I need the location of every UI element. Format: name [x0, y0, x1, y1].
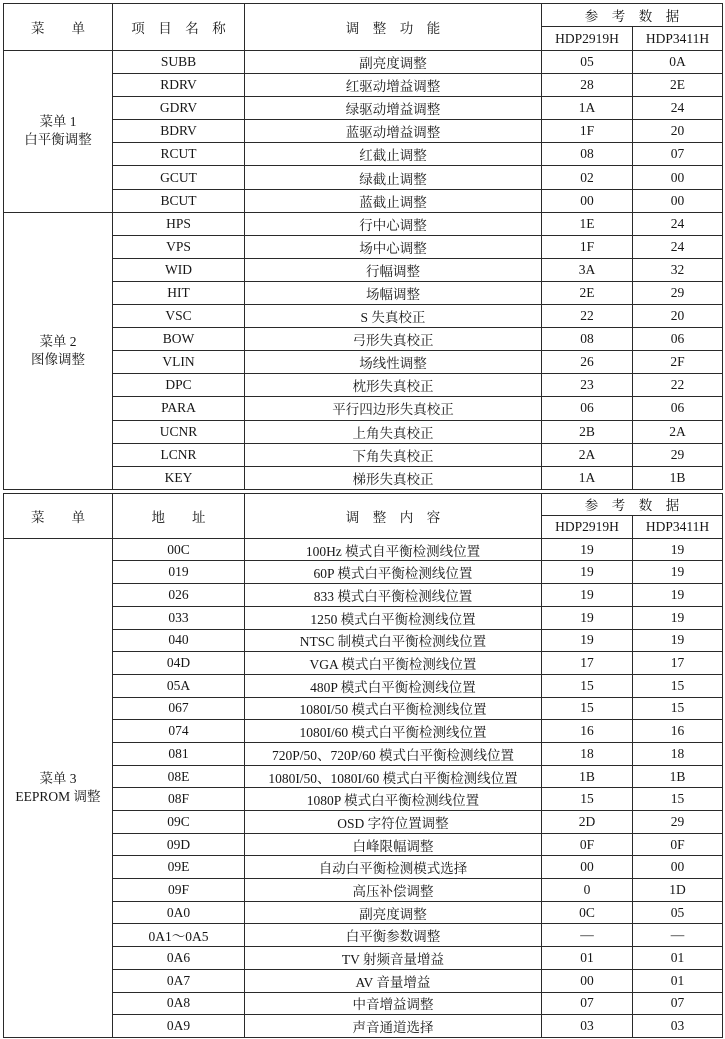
code-cell: VLIN — [113, 351, 245, 374]
value-hdp3411h-cell: 15 — [633, 674, 723, 697]
code-cell: GDRV — [113, 97, 245, 120]
description-cell: 高压补偿调整 — [245, 879, 542, 902]
value-hdp2919h-cell: 02 — [542, 166, 633, 189]
value-hdp2919h-cell: 2A — [542, 443, 633, 466]
value-hdp2919h-cell: 19 — [542, 584, 633, 607]
description-cell: 中音增益调整 — [245, 992, 542, 1015]
code-cell: 09F — [113, 879, 245, 902]
value-hdp2919h-cell: 16 — [542, 720, 633, 743]
code-cell: RDRV — [113, 74, 245, 97]
value-hdp3411h-cell: 19 — [633, 561, 723, 584]
value-hdp2919h-cell: 0F — [542, 833, 633, 856]
code-cell: 09E — [113, 856, 245, 879]
value-hdp3411h-cell: 19 — [633, 629, 723, 652]
menu-number: 菜单 3 — [39, 770, 77, 786]
value-hdp2919h-cell: — — [542, 924, 633, 947]
header-hdp2919h: HDP2919H — [542, 515, 633, 538]
code-cell: 040 — [113, 629, 245, 652]
code-cell: BCUT — [113, 189, 245, 212]
description-cell: 梯形失真校正 — [245, 466, 542, 489]
value-hdp3411h-cell: 2A — [633, 420, 723, 443]
code-cell: 09C — [113, 811, 245, 834]
description-cell: 白峰限幅调整 — [245, 833, 542, 856]
value-hdp2919h-cell: 15 — [542, 788, 633, 811]
code-cell: HIT — [113, 281, 245, 304]
code-cell: 05A — [113, 674, 245, 697]
description-cell: TV 射频音量增益 — [245, 947, 542, 970]
code-cell: UCNR — [113, 420, 245, 443]
header-hdp2919h: HDP2919H — [542, 27, 633, 51]
description-cell: 声音通道选择 — [245, 1015, 542, 1038]
code-cell: 09D — [113, 833, 245, 856]
description-cell: 上角失真校正 — [245, 420, 542, 443]
value-hdp2919h-cell: 01 — [542, 947, 633, 970]
code-cell: DPC — [113, 374, 245, 397]
value-hdp2919h-cell: 18 — [542, 742, 633, 765]
value-hdp2919h-cell: 2E — [542, 281, 633, 304]
header-function: 调 整 功 能 — [245, 4, 542, 51]
value-hdp2919h-cell: 1A — [542, 97, 633, 120]
value-hdp2919h-cell: 28 — [542, 74, 633, 97]
value-hdp2919h-cell: 07 — [542, 992, 633, 1015]
description-cell: 白平衡参数调整 — [245, 924, 542, 947]
code-cell: RCUT — [113, 143, 245, 166]
description-cell: 红驱动增益调整 — [245, 74, 542, 97]
value-hdp2919h-cell: 0 — [542, 879, 633, 902]
description-cell: 行幅调整 — [245, 258, 542, 281]
description-cell: AV 音量增益 — [245, 969, 542, 992]
description-cell: 绿驱动增益调整 — [245, 97, 542, 120]
table-row — [4, 212, 723, 235]
code-cell: SUBB — [113, 51, 245, 74]
value-hdp3411h-cell: 00 — [633, 189, 723, 212]
value-hdp3411h-cell: 0F — [633, 833, 723, 856]
description-cell: 1080I/60 模式白平衡检测线位置 — [245, 720, 542, 743]
menu-adjustment-table — [3, 3, 723, 490]
header-content: 调 整 内 容 — [245, 493, 542, 538]
description-cell: 60P 模式白平衡检测线位置 — [245, 561, 542, 584]
value-hdp3411h-cell: 2E — [633, 74, 723, 97]
code-cell: 019 — [113, 561, 245, 584]
value-hdp3411h-cell: 29 — [633, 811, 723, 834]
value-hdp2919h-cell: 0C — [542, 901, 633, 924]
value-hdp3411h-cell: 20 — [633, 120, 723, 143]
code-cell: 026 — [113, 584, 245, 607]
value-hdp3411h-cell: 15 — [633, 788, 723, 811]
value-hdp3411h-cell: 01 — [633, 969, 723, 992]
value-hdp3411h-cell: 1B — [633, 466, 723, 489]
menu-group-cell — [4, 212, 113, 489]
description-cell: 蓝截止调整 — [245, 189, 542, 212]
description-cell: 自动白平衡检测模式选择 — [245, 856, 542, 879]
value-hdp2919h-cell: 08 — [542, 143, 633, 166]
description-cell: 场幅调整 — [245, 281, 542, 304]
code-cell: 067 — [113, 697, 245, 720]
value-hdp2919h-cell: 00 — [542, 969, 633, 992]
value-hdp2919h-cell: 00 — [542, 856, 633, 879]
value-hdp3411h-cell: 16 — [633, 720, 723, 743]
table-row — [4, 51, 723, 74]
value-hdp2919h-cell: 1B — [542, 765, 633, 788]
code-cell: 0A1～0A5 — [113, 924, 245, 947]
value-hdp2919h-cell: 1A — [542, 466, 633, 489]
value-hdp2919h-cell: 19 — [542, 606, 633, 629]
value-hdp3411h-cell: 2F — [633, 351, 723, 374]
value-hdp2919h-cell: 19 — [542, 629, 633, 652]
value-hdp3411h-cell: 20 — [633, 305, 723, 328]
description-cell: 弓形失真校正 — [245, 328, 542, 351]
description-cell: 枕形失真校正 — [245, 374, 542, 397]
header-reference-data: 参 考 数 据 — [542, 4, 723, 27]
description-cell: VGA 模式白平衡检测线位置 — [245, 652, 542, 675]
code-cell: BOW — [113, 328, 245, 351]
value-hdp2919h-cell: 19 — [542, 561, 633, 584]
description-cell: 1250 模式白平衡检测线位置 — [245, 606, 542, 629]
code-cell: BDRV — [113, 120, 245, 143]
value-hdp2919h-cell: 06 — [542, 397, 633, 420]
value-hdp2919h-cell: 03 — [542, 1015, 633, 1038]
menu-title: 图像调整 — [31, 351, 85, 367]
value-hdp3411h-cell: 32 — [633, 258, 723, 281]
description-cell: 480P 模式白平衡检测线位置 — [245, 674, 542, 697]
value-hdp2919h-cell: 19 — [542, 538, 633, 561]
description-cell: S 失真校正 — [245, 305, 542, 328]
description-cell: 833 模式白平衡检测线位置 — [245, 584, 542, 607]
document-page — [3, 3, 722, 1038]
value-hdp3411h-cell: 24 — [633, 235, 723, 258]
description-cell: 场线性调整 — [245, 351, 542, 374]
value-hdp3411h-cell: 01 — [633, 947, 723, 970]
menu-number: 菜单 1 — [39, 114, 77, 130]
code-cell: 0A8 — [113, 992, 245, 1015]
header-menu: 菜 单 — [4, 4, 113, 51]
value-hdp2919h-cell: 23 — [542, 374, 633, 397]
value-hdp2919h-cell: 1F — [542, 235, 633, 258]
description-cell: 720P/50、720P/60 模式白平衡检测线位置 — [245, 742, 542, 765]
value-hdp2919h-cell: 15 — [542, 674, 633, 697]
value-hdp3411h-cell: 05 — [633, 901, 723, 924]
code-cell: 08F — [113, 788, 245, 811]
code-cell: 0A6 — [113, 947, 245, 970]
value-hdp2919h-cell: 15 — [542, 697, 633, 720]
description-cell: 100Hz 模式自平衡检测线位置 — [245, 538, 542, 561]
value-hdp2919h-cell: 26 — [542, 351, 633, 374]
value-hdp2919h-cell: 2D — [542, 811, 633, 834]
description-cell: 副亮度调整 — [245, 901, 542, 924]
value-hdp3411h-cell: 22 — [633, 374, 723, 397]
value-hdp3411h-cell: 1B — [633, 765, 723, 788]
value-hdp2919h-cell: 22 — [542, 305, 633, 328]
value-hdp3411h-cell: 29 — [633, 443, 723, 466]
description-cell: 蓝驱动增益调整 — [245, 120, 542, 143]
code-cell: WID — [113, 258, 245, 281]
description-cell: 下角失真校正 — [245, 443, 542, 466]
description-cell: 1080P 模式白平衡检测线位置 — [245, 788, 542, 811]
code-cell: HPS — [113, 212, 245, 235]
code-cell: 074 — [113, 720, 245, 743]
menu-number: 菜单 2 — [39, 333, 77, 349]
description-cell: 行中心调整 — [245, 212, 542, 235]
header-address: 地 址 — [113, 493, 245, 538]
description-cell: 副亮度调整 — [245, 51, 542, 74]
value-hdp3411h-cell: 29 — [633, 281, 723, 304]
description-cell: 平行四边形失真校正 — [245, 397, 542, 420]
code-cell: 00C — [113, 538, 245, 561]
value-hdp2919h-cell: 08 — [542, 328, 633, 351]
description-cell: 1080I/50 模式白平衡检测线位置 — [245, 697, 542, 720]
value-hdp3411h-cell: 03 — [633, 1015, 723, 1038]
description-cell: OSD 字符位置调整 — [245, 811, 542, 834]
value-hdp3411h-cell: 00 — [633, 166, 723, 189]
value-hdp2919h-cell: 1F — [542, 120, 633, 143]
value-hdp2919h-cell: 05 — [542, 51, 633, 74]
value-hdp2919h-cell: 2B — [542, 420, 633, 443]
menu-group-cell — [4, 51, 113, 213]
menu-title: 白平衡调整 — [24, 132, 92, 148]
value-hdp2919h-cell: 1E — [542, 212, 633, 235]
header-reference-data: 参 考 数 据 — [542, 493, 723, 515]
description-cell: 1080I/50、1080I/60 模式白平衡检测线位置 — [245, 765, 542, 788]
code-cell: VSC — [113, 305, 245, 328]
value-hdp3411h-cell: 17 — [633, 652, 723, 675]
value-hdp3411h-cell: 07 — [633, 143, 723, 166]
description-cell: 红截止调整 — [245, 143, 542, 166]
header-hdp3411h: HDP3411H — [633, 515, 723, 538]
table-row — [4, 538, 723, 561]
header-hdp3411h: HDP3411H — [633, 27, 723, 51]
header-item-name: 项 目 名 称 — [113, 4, 245, 51]
value-hdp3411h-cell: — — [633, 924, 723, 947]
code-cell: 0A7 — [113, 969, 245, 992]
code-cell: 04D — [113, 652, 245, 675]
code-cell: 0A0 — [113, 901, 245, 924]
value-hdp3411h-cell: 24 — [633, 212, 723, 235]
code-cell: PARA — [113, 397, 245, 420]
code-cell: 0A9 — [113, 1015, 245, 1038]
menu-title: EEPROM 调整 — [15, 788, 101, 804]
value-hdp3411h-cell: 06 — [633, 397, 723, 420]
value-hdp3411h-cell: 1D — [633, 879, 723, 902]
value-hdp3411h-cell: 0A — [633, 51, 723, 74]
value-hdp2919h-cell: 00 — [542, 189, 633, 212]
value-hdp3411h-cell: 07 — [633, 992, 723, 1015]
menu-group-cell — [4, 538, 113, 1037]
value-hdp2919h-cell: 3A — [542, 258, 633, 281]
value-hdp3411h-cell: 06 — [633, 328, 723, 351]
code-cell: 081 — [113, 742, 245, 765]
code-cell: KEY — [113, 466, 245, 489]
code-cell: 033 — [113, 606, 245, 629]
code-cell: GCUT — [113, 166, 245, 189]
value-hdp2919h-cell: 17 — [542, 652, 633, 675]
value-hdp3411h-cell: 18 — [633, 742, 723, 765]
value-hdp3411h-cell: 00 — [633, 856, 723, 879]
value-hdp3411h-cell: 19 — [633, 538, 723, 561]
value-hdp3411h-cell: 15 — [633, 697, 723, 720]
code-cell: LCNR — [113, 443, 245, 466]
value-hdp3411h-cell: 19 — [633, 584, 723, 607]
value-hdp3411h-cell: 24 — [633, 97, 723, 120]
eeprom-adjustment-table — [3, 493, 723, 1038]
code-cell: 08E — [113, 765, 245, 788]
description-cell: 场中心调整 — [245, 235, 542, 258]
description-cell: NTSC 制模式白平衡检测线位置 — [245, 629, 542, 652]
header-menu: 菜 单 — [4, 493, 113, 538]
value-hdp3411h-cell: 19 — [633, 606, 723, 629]
code-cell: VPS — [113, 235, 245, 258]
description-cell: 绿截止调整 — [245, 166, 542, 189]
